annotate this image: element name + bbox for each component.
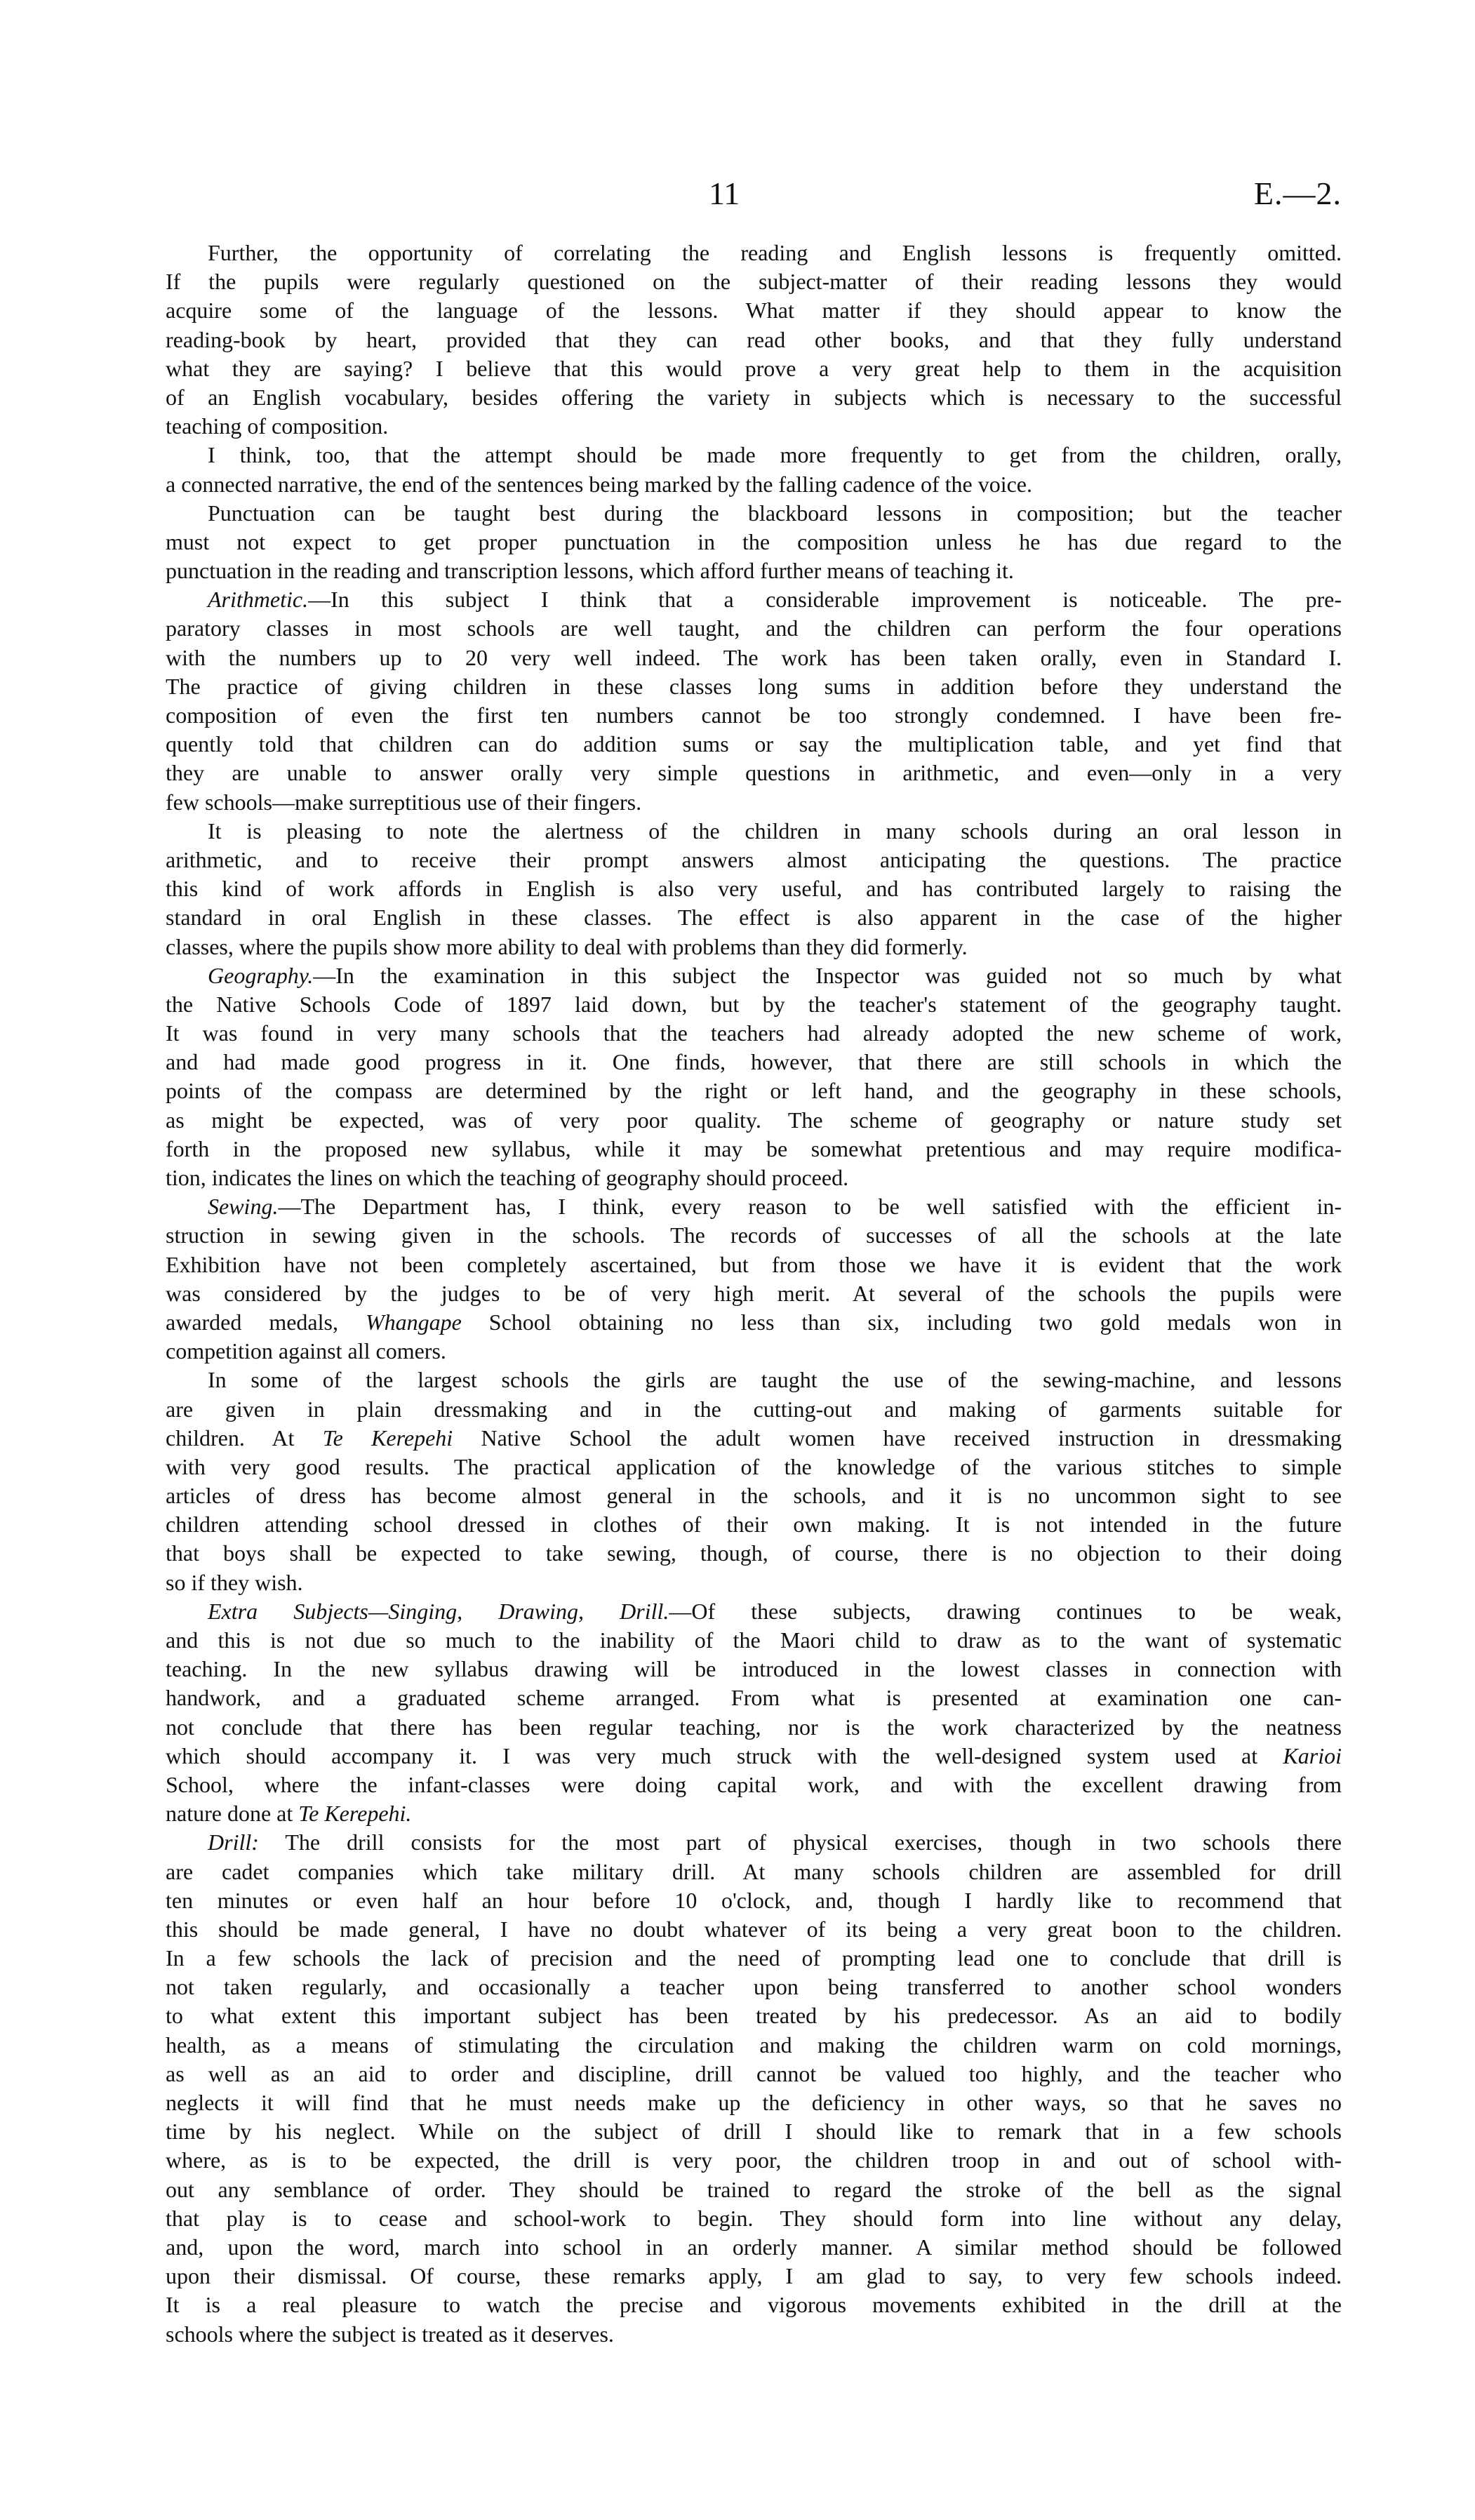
- text-segment: and this is not due so much to the inability of the Maori child to draw as to the want of systematic: [166, 1627, 1342, 1653]
- text-segment: Punctuation can be taught best during the blackboard lessons in composition; but the teacher: [208, 500, 1342, 526]
- text-line: [166, 383, 1342, 412]
- text-segment: competition against all comers.: [166, 1338, 446, 1364]
- text-segment: health, as a means of stimulating the circulation and making the children warm on cold mornings,: [166, 2032, 1342, 2058]
- text-segment: was considered by the judges to be of very high merit. At several of the schools the pupils were: [166, 1280, 1342, 1306]
- text-segment: with the numbers up to 20 very well indeed. The work has been taken orally, even in Standard I.: [166, 644, 1342, 670]
- text-segment: and, upon the word, march into school in an orderly manner. A similar method should be followed: [166, 2234, 1342, 2260]
- text-segment: In some of the largest schools the girls are taught the use of the sewing-machine, and lessons: [208, 1367, 1342, 1393]
- text-line: [166, 2146, 1342, 2175]
- text-segment: points of the compass are determined by the right or left hand, and the geography in these schools,: [166, 1078, 1342, 1104]
- text-line: [166, 1828, 1342, 1857]
- text-segment: schools where the subject is treated as it deserves.: [166, 2321, 614, 2347]
- text-line: [166, 701, 1342, 730]
- text-line: [166, 1655, 1342, 1684]
- text-segment: quently told that children can do addition sums or say the multiplication table, and yet find that: [166, 731, 1342, 757]
- text-segment: few schools—make surreptitious use of their fingers.: [166, 789, 642, 815]
- text-segment: Exhibition have not been completely ascertained, but from those we have it is evident that the work: [166, 1251, 1342, 1277]
- text-line: [166, 1626, 1342, 1655]
- text-line: [166, 1771, 1342, 1799]
- text-segment: The drill consists for the most part of physical exercises, though in two schools there: [258, 1829, 1342, 1855]
- text-segment: neglects it will find that he must needs make up the deficiency in other ways, so that he saves no: [166, 2090, 1342, 2115]
- text-line: [166, 1481, 1342, 1510]
- text-line: [166, 2262, 1342, 2291]
- text-line: [166, 759, 1342, 787]
- text-line: [166, 730, 1342, 759]
- text-segment: punctuation in the reading and transcription lessons, which afford further means of teaching it.: [166, 558, 1014, 584]
- text-line: [166, 2233, 1342, 2262]
- text-segment: are given in plain dressmaking and in the cutting-out and making of garments suitable for: [166, 1396, 1342, 1422]
- text-segment: time by his neglect. While on the subject of drill I should like to remark that in a few schools: [166, 2119, 1342, 2145]
- text-segment: I think, too, that the attempt should be made more frequently to get from the children, orally,: [208, 442, 1342, 468]
- text-segment: paratory classes in most schools are well taught, and the children can perform the four operations: [166, 615, 1342, 641]
- text-segment: —The Department has, I think, every reason to be well satisfied with the efficient in-: [278, 1194, 1342, 1220]
- text-line: [166, 556, 1342, 585]
- text-segment: It is pleasing to note the alertness of the children in many schools during an oral lesson in: [208, 818, 1342, 844]
- text-segment: a connected narrative, the end of the sentences being marked by the falling cadence of the voice.: [166, 471, 1032, 497]
- text-line: [166, 1395, 1342, 1424]
- text-line: [166, 239, 1342, 267]
- text-segment: out any semblance of order. They should be trained to regard the stroke of the bell as the signal: [166, 2176, 1342, 2202]
- text-line: [166, 1106, 1342, 1135]
- italic-heading-text: Sewing.: [208, 1194, 279, 1220]
- text-line: [166, 1742, 1342, 1771]
- text-line: [166, 1684, 1342, 1712]
- text-segment: upon their dismissal. Of course, these remarks apply, I am glad to say, to very few schools indeed.: [166, 2263, 1342, 2289]
- text-line: [166, 2060, 1342, 2088]
- text-line: [166, 1048, 1342, 1076]
- text-segment: articles of dress has become almost general in the schools, and it is no uncommon sight to see: [166, 1483, 1342, 1509]
- text-segment: nature done at: [166, 1801, 299, 1827]
- italic-heading-text: Whangape: [365, 1309, 462, 1335]
- text-line: [166, 1251, 1342, 1279]
- text-line: [166, 585, 1342, 614]
- text-line: [166, 1019, 1342, 1048]
- text-line: [166, 961, 1342, 990]
- text-line: [166, 2031, 1342, 2060]
- text-line: [166, 1135, 1342, 1164]
- text-line: [166, 1076, 1342, 1105]
- text-line: [166, 788, 1342, 817]
- text-segment: acquire some of the language of the lessons. What matter if they should appear to know the: [166, 298, 1342, 324]
- paragraph: [166, 1192, 1342, 1366]
- text-line: [166, 1568, 1342, 1597]
- text-segment: children. At: [166, 1425, 323, 1451]
- text-segment: the Native Schools Code of 1897 laid down, but by the teacher's statement of the geography taught.: [166, 991, 1342, 1017]
- text-line: [166, 499, 1342, 528]
- text-segment: composition of even the first ten numbers cannot be too strongly condemned. I have been fre-: [166, 702, 1342, 728]
- text-line: [166, 817, 1342, 846]
- document-reference: E.—2.: [1253, 175, 1342, 211]
- italic-heading-text: Drill:: [208, 1829, 259, 1855]
- text-segment: not conclude that there has been regular teaching, nor is the work characterized by the neatness: [166, 1714, 1342, 1740]
- paragraph: [166, 441, 1342, 498]
- text-segment: this should be made general, I have no doubt whatever of its being a very great boon to the children.: [166, 1916, 1342, 1942]
- italic-heading-text: Te Kerepehi: [322, 1425, 453, 1451]
- text-segment: that play is to cease and school-work to begin. They should form into line without any delay,: [166, 2205, 1342, 2231]
- paragraph: [166, 499, 1342, 586]
- text-segment: standard in oral English in these classes. The effect is also apparent in the case of the higher: [166, 905, 1342, 931]
- text-segment: arithmetic, and to receive their prompt answers almost anticipating the questions. The practice: [166, 846, 1342, 872]
- text-segment: which should accompany it. I was very much struck with the well-designed system used at: [166, 1742, 1283, 1768]
- text-line: [166, 1973, 1342, 2001]
- text-line: [166, 644, 1342, 672]
- text-segment: School, where the infant-classes were doing capital work, and with the excellent drawing from: [166, 1771, 1342, 1797]
- text-segment: School obtaining no less than six, including two gold medals won in: [461, 1309, 1342, 1335]
- text-segment: —In this subject I think that a considerable improvement is noticeable. The pre-: [308, 587, 1342, 613]
- text-line: [166, 1221, 1342, 1250]
- text-line: [166, 2204, 1342, 2233]
- text-line: [166, 672, 1342, 701]
- text-segment: teaching of composition.: [166, 413, 389, 439]
- text-segment: It is a real pleasure to watch the precise and vigorous movements exhibited in the drill at the: [166, 2292, 1342, 2318]
- text-line: [166, 1597, 1342, 1626]
- italic-heading-text: Te Kerepehi.: [298, 1801, 412, 1827]
- italic-heading-text: Geography.: [208, 962, 314, 988]
- italic-heading-text: Extra Subjects—Singing, Drawing, Drill.: [208, 1598, 669, 1624]
- text-segment: what they are saying? I believe that this would prove a very great help to them in the acquisition: [166, 355, 1342, 381]
- text-segment: awarded medals,: [166, 1309, 366, 1335]
- text-segment: that boys shall be expected to take sewing, though, of course, there is no objection to their doing: [166, 1540, 1342, 1566]
- italic-heading-text: Karioi: [1283, 1742, 1342, 1768]
- italic-heading-text: Arithmetic.: [208, 587, 309, 613]
- text-segment: handwork, and a graduated scheme arranged. From what is presented at examination one can-: [166, 1685, 1342, 1711]
- text-line: [166, 2117, 1342, 2146]
- text-line: [166, 528, 1342, 556]
- text-line: [166, 1858, 1342, 1886]
- text-line: [166, 2001, 1342, 2030]
- text-line: [166, 2088, 1342, 2117]
- text-segment: are cadet companies which take military drill. At many schools children are assembled for drill: [166, 1858, 1342, 1884]
- text-line: [166, 2320, 1342, 2349]
- text-segment: where, as is to be expected, the drill is very poor, the children troop in and out of school with-: [166, 2147, 1342, 2173]
- text-line: [166, 1424, 1342, 1453]
- text-segment: If the pupils were regularly questioned on the subject-matter of their reading lessons they would: [166, 269, 1342, 295]
- text-line: [166, 1539, 1342, 1568]
- text-line: [166, 846, 1342, 874]
- text-line: [166, 1279, 1342, 1308]
- text-line: [166, 614, 1342, 643]
- text-line: [166, 1944, 1342, 1973]
- text-segment: tion, indicates the lines on which the teaching of geography should proceed.: [166, 1165, 849, 1190]
- text-segment: —In the examination in this subject the Inspector was guided not so much by what: [313, 962, 1342, 988]
- paragraph: [166, 1828, 1342, 2348]
- text-segment: as might be expected, was of very poor quality. The scheme of geography or nature study set: [166, 1107, 1342, 1133]
- text-segment: must not expect to get proper punctuation in the composition unless he has due regard to the: [166, 528, 1342, 554]
- text-segment: with very good results. The practical application of the knowledge of the various stitches to simple: [166, 1453, 1342, 1479]
- paragraph: [166, 1366, 1342, 1597]
- text-segment: reading-book by heart, provided that they can read other books, and that they fully understand: [166, 326, 1342, 352]
- text-segment: as well as an aid to order and discipline, drill cannot be valued too highly, and the teacher who: [166, 2060, 1342, 2086]
- text-segment: Further, the opportunity of correlating the reading and English lessons is frequently omitted.: [208, 240, 1342, 265]
- text-line: [166, 903, 1342, 932]
- text-segment: and had made good progress in it. One finds, however, that there are still schools in which the: [166, 1049, 1342, 1075]
- text-line: [166, 1799, 1342, 1828]
- text-line: [166, 1164, 1342, 1192]
- text-segment: teaching. In the new syllabus drawing will be introduced in the lowest classes in connection with: [166, 1656, 1342, 1682]
- paragraph: [166, 961, 1342, 1193]
- text-segment: children attending school dressed in clothes of their own making. It is not intended in the future: [166, 1512, 1342, 1538]
- text-line: [166, 933, 1342, 961]
- text-line: [166, 1192, 1342, 1221]
- text-segment: forth in the proposed new syllabus, while it may be somewhat pretentious and may require modifica-: [166, 1135, 1342, 1161]
- text-line: [166, 874, 1342, 903]
- text-segment: classes, where the pupils show more ability to deal with problems than they did formerly.: [166, 933, 968, 959]
- text-line: [166, 1337, 1342, 1366]
- text-line: [166, 1915, 1342, 1944]
- text-line: [166, 1713, 1342, 1742]
- text-line: [166, 1453, 1342, 1481]
- text-segment: The practice of giving children in these classes long sums in addition before they understand the: [166, 673, 1342, 699]
- text-segment: In a few schools the lack of precision and the need of prompting lead one to conclude that drill is: [166, 1945, 1342, 1971]
- text-line: [166, 1308, 1342, 1337]
- text-segment: It was found in very many schools that the teachers had already adopted the new scheme of work,: [166, 1020, 1342, 1046]
- paragraph: [166, 585, 1342, 817]
- text-line: [166, 2175, 1342, 2204]
- text-line: [166, 267, 1342, 296]
- text-line: [166, 326, 1342, 354]
- text-line: [166, 441, 1342, 469]
- paragraph: [166, 239, 1342, 441]
- text-segment: of an English vocabulary, besides offering the variety in subjects which is necessary to the successful: [166, 384, 1342, 410]
- paragraph: [166, 1597, 1342, 1829]
- text-segment: they are unable to answer orally very simple questions in arithmetic, and even—only in a very: [166, 760, 1342, 786]
- text-segment: Native School the adult women have received instruction in dressmaking: [453, 1425, 1342, 1451]
- text-line: [166, 354, 1342, 383]
- text-segment: —Of these subjects, drawing continues to be weak,: [669, 1598, 1342, 1624]
- text-line: [166, 296, 1342, 325]
- text-segment: struction in sewing given in the schools. The records of successes of all the schools at the late: [166, 1222, 1342, 1248]
- text-segment: not taken regularly, and occasionally a teacher upon being transferred to another school wonders: [166, 1974, 1342, 2000]
- text-line: [166, 1510, 1342, 1539]
- body-text: [166, 239, 1342, 2349]
- text-line: [166, 990, 1342, 1019]
- text-segment: this kind of work affords in English is also very useful, and has contributed largely to raising the: [166, 876, 1342, 902]
- text-line: [166, 1886, 1342, 1915]
- paragraph: [166, 817, 1342, 961]
- text-line: [166, 2291, 1342, 2319]
- text-segment: to what extent this important subject has been treated by his predecessor. As an aid to bodily: [166, 2003, 1342, 2029]
- text-line: [166, 470, 1342, 499]
- text-segment: ten minutes or even half an hour before 10 o'clock, and, though I hardly like to recommend that: [166, 1887, 1342, 1913]
- text-line: [166, 412, 1342, 441]
- page-number: 11: [709, 175, 740, 211]
- text-line: [166, 1366, 1342, 1394]
- text-segment: so if they wish.: [166, 1569, 303, 1595]
